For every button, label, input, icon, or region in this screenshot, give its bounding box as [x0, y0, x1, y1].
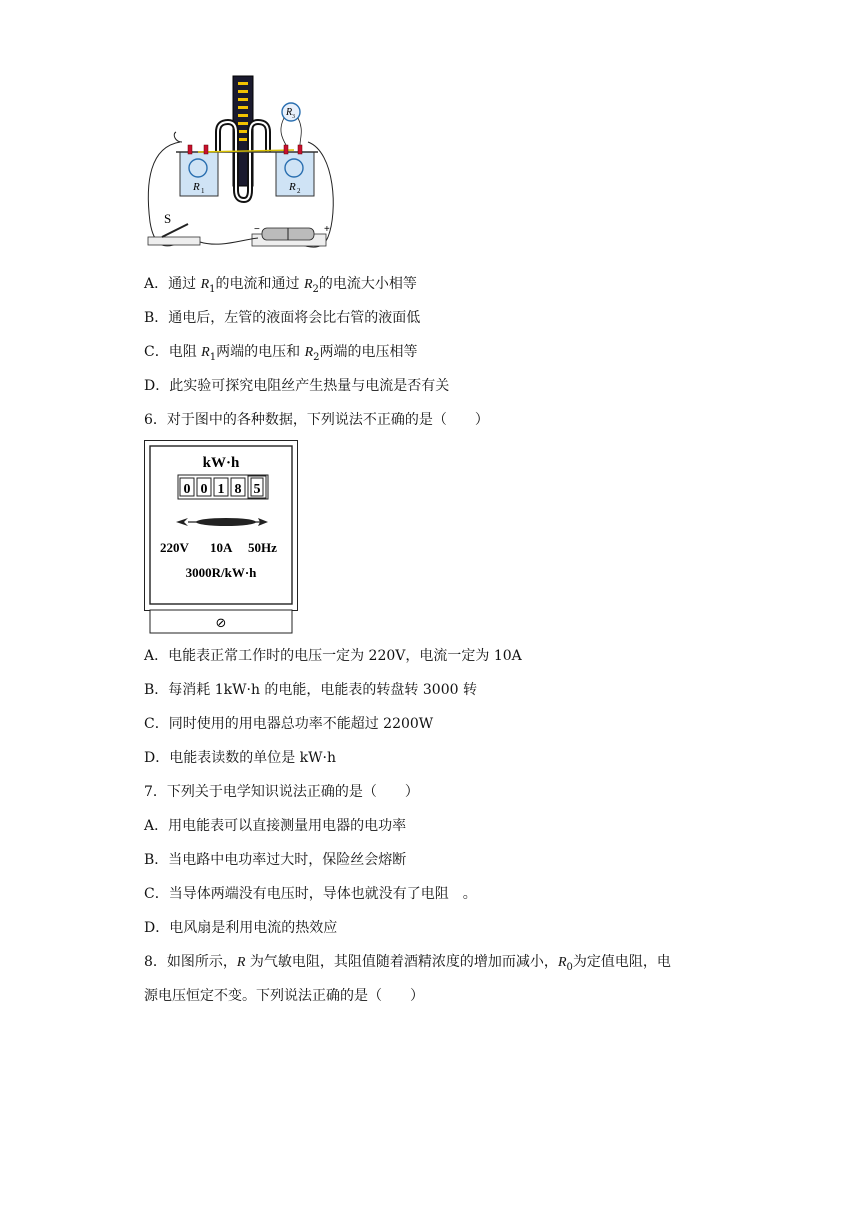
q5-option-a: A．通过 $R_1$的电流和通过 $R_2$的电流大小相等 — [144, 276, 417, 295]
r2-label: R — [289, 181, 296, 193]
r3-label-sub: 3 — [292, 114, 295, 120]
q7-option-c: C．当导体两端没有电压时，导体也就没有了电阻 。 — [144, 886, 477, 902]
q6-stem: 6．对于图中的各种数据，下列说法不正确的是（ ） — [144, 412, 489, 428]
meter-voltage: 220V — [160, 540, 189, 555]
meter-frequency: 50Hz — [248, 540, 277, 555]
r3-label: R — [286, 107, 293, 118]
plus-sign: + — [324, 224, 330, 235]
q5-option-b: B．通电后，左管的液面将会比右管的液面低 — [144, 310, 421, 326]
q7-option-b: B．当电路中电功率过大时，保险丝会熔断 — [144, 852, 407, 868]
meter-revolutions: 3000R/kW·h — [185, 565, 257, 580]
q8-stem-line2: 源电压恒定不变。下列说法正确的是（ ） — [144, 988, 424, 1004]
electric-meter-figure — [144, 440, 298, 634]
q6-option-c: C．同时使用的用电器总功率不能超过 2200W — [144, 716, 434, 732]
joule-heating-apparatus-figure — [140, 72, 340, 258]
q6-option-d: D．电能表读数的单位是 kW·h — [144, 750, 337, 766]
q6-option-b: B．每消耗 1kW·h 的电能，电能表的转盘转 3000 转 — [144, 682, 477, 698]
r1-label-sub: 1 — [201, 187, 205, 195]
r1-label: R — [193, 181, 200, 193]
meter-digit-2: 0 — [200, 482, 208, 497]
q5-option-c: C．电阻 $R_1$两端的电压和 $R_2$两端的电压相等 — [144, 344, 418, 363]
minus-sign: − — [254, 224, 260, 235]
q7-stem: 7．下列关于电学知识说法正确的是（ ） — [144, 784, 419, 800]
switch-label: S — [164, 211, 172, 226]
q6-option-a: A．电能表正常工作时的电压一定为 220V，电流一定为 10A — [144, 648, 522, 664]
q7-option-d: D．电风扇是利用电流的热效应 — [144, 920, 338, 936]
q8-stem-line1: 8．如图所示，R 为气敏电阻，其阻值随着酒精浓度的增加而减小，$R_0$为定值电阻，电 — [144, 954, 671, 973]
meter-digit-5: 5 — [253, 482, 261, 497]
meter-digit-4: 8 — [234, 482, 242, 497]
r2-label-sub: 2 — [297, 187, 301, 195]
meter-current: 10A — [210, 540, 233, 555]
meter-digit-3: 1 — [217, 482, 225, 497]
q7-option-a: A．用电能表可以直接测量用电器的电功率 — [144, 818, 407, 834]
meter-unit: kW·h — [202, 455, 240, 471]
meter-knob-icon: ⊘ — [215, 616, 227, 631]
meter-digit-1: 0 — [183, 482, 191, 497]
q5-option-d: D．此实验可探究电阻丝产生热量与电流是否有关 — [144, 378, 450, 394]
